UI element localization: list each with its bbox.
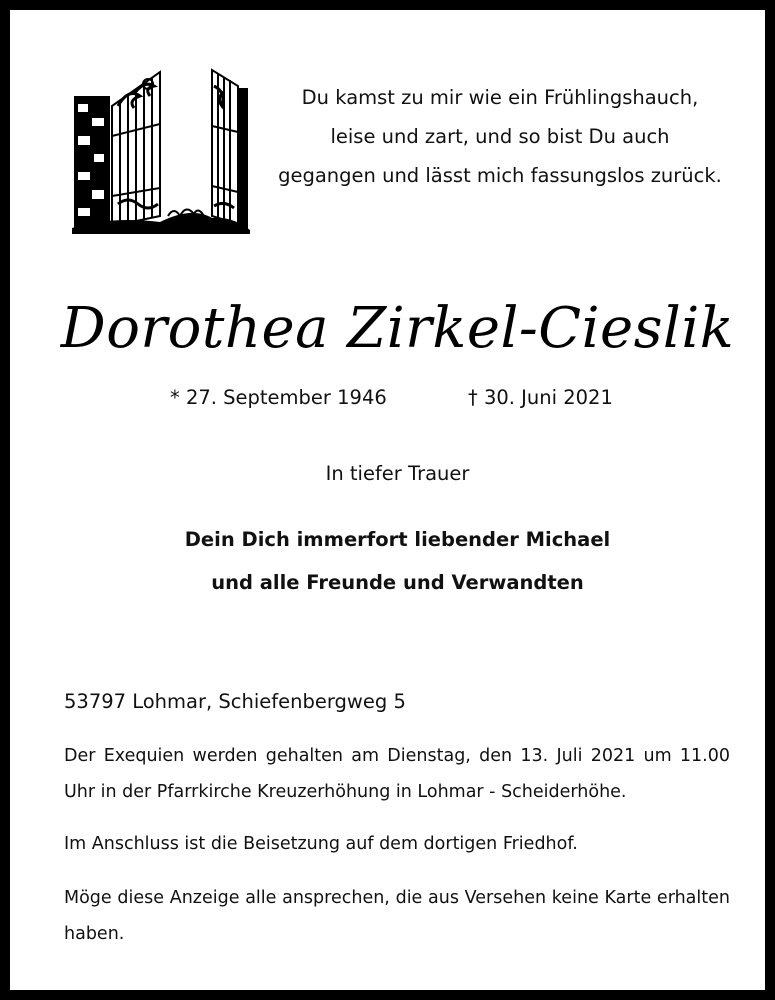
mourner-line: Dein Dich immerfort liebender Michael [184,528,611,551]
death-date: † 30. Juni 2021 [468,386,613,409]
poem-line: Du kamst zu mir wie ein Frühlingshauch, [301,86,699,109]
poem [260,78,740,195]
notice-paragraph: Möge diese Anzeige alle ansprechen, die aus Versehen keine Karte erhalten haben. [64,888,730,944]
poem-line: leise und zart, und so bist Du auch [330,125,670,148]
poem-line: gegangen und lässt mich fassungslos zurück. [278,164,722,187]
open-garden-gate-icon [72,66,250,234]
mourning-intro: In tiefer Trauer [325,462,470,485]
address: 53797 Lohmar, Schiefenbergweg 5 [64,690,406,713]
mourners [10,518,775,604]
deceased-name: Dorothea Zirkel-Cieslik [60,296,735,361]
birth-date: * 27. September 1946 [170,386,387,409]
mourner-line: und alle Freunde und Verwandten [211,571,584,594]
exequien-paragraph: Der Exequien werden gehalten am Dienstag, den 13. Juli 2021 um 11.00 Uhr in der Pfarrkirche Kreuzerhöhung in Lohmar - Scheiderhöhe. [64,746,730,802]
burial-paragraph: Im Anschluss ist die Beisetzung auf dem dortigen Friedhof. [64,834,578,854]
